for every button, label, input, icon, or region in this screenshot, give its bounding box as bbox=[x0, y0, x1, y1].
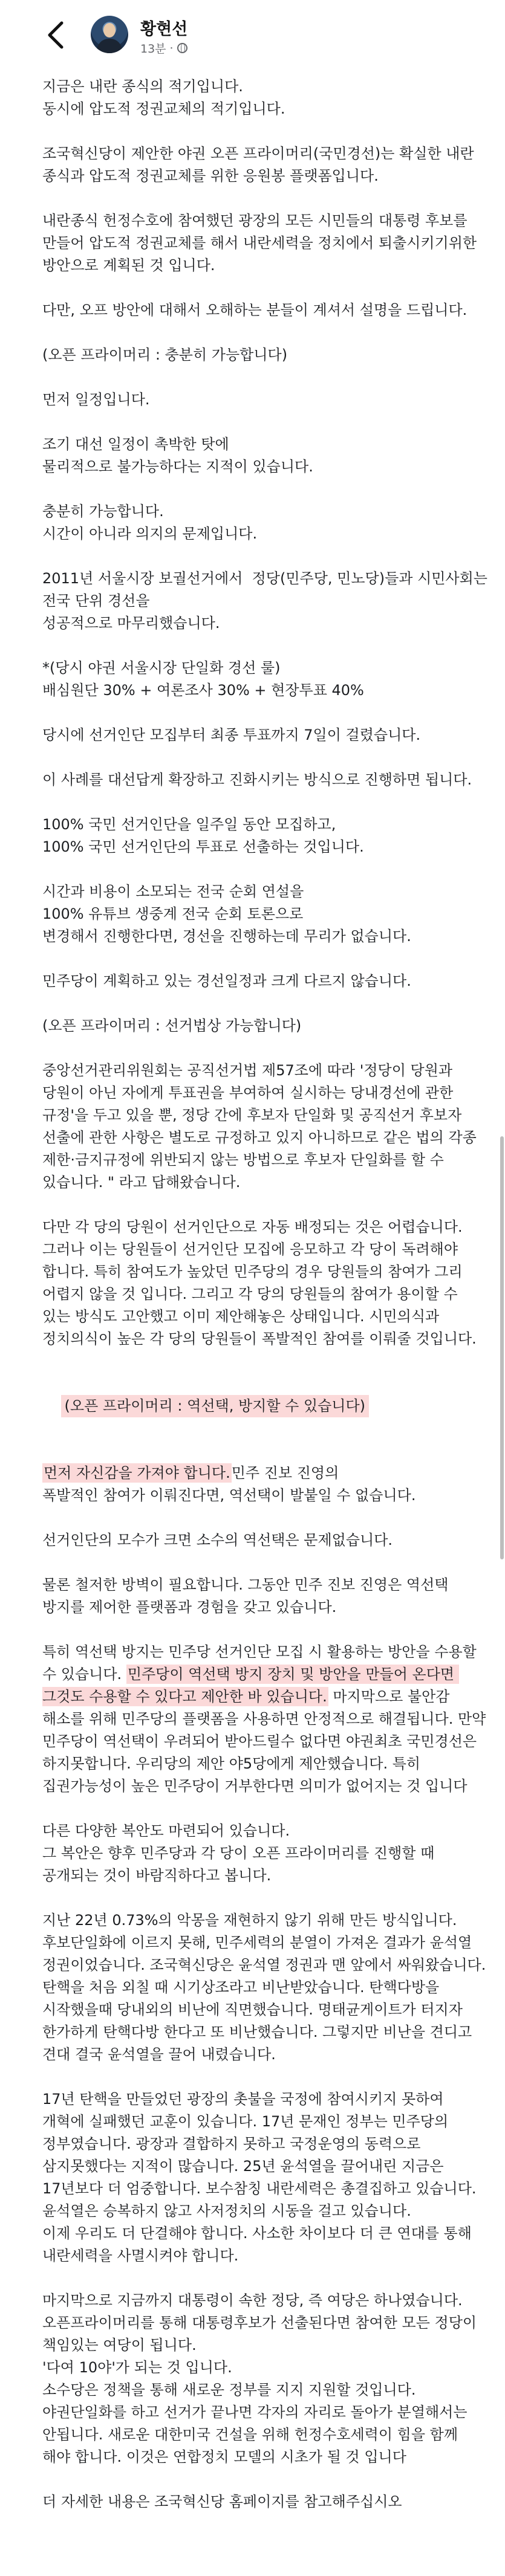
post-body bbox=[42, 76, 490, 2513]
paragraph: 17년 탄핵을 만들었던 광장의 촛불을 국정에 참여시키지 못하여 개혁에 실패했던 교훈이 있습니다. 17년 문재인 정부는 민주당의 정부였습니다. 광장과 결합하지 못하고 국정운영의 동력으로 삼지못했다는 지적이 많습니다. 25년 윤석열을 끌어내린 지금은 17년보다 더 엄중합니다. 보수참칭 내란세력은 총결집하고 있습니다. 윤석열은 승복하지 않고 사저정치의 시동을 걸고 있습니다. 이제 우리도 더 단결해야 합니다. 사소한 차이보다 더 큰 연대를 통해 내란세력을 사멸시켜야 합니다. bbox=[42, 2091, 477, 2264]
paragraph: 충분히 가능합니다. 시간이 아니라 의지의 문제입니다. bbox=[42, 503, 258, 542]
paragraph: 조국혁신당이 제안한 야권 오픈 프라이머리(국민경선)는 확실한 내란 종식과 압도적 정권교체를 위한 응원봉 플랫폼입니다. bbox=[42, 145, 479, 184]
paragraph-text: 특히 역선택 방지는 민주당 선거인단 모집 시 활용하는 방안을 수용할 수 있습니다. bbox=[42, 1643, 481, 1683]
post-meta bbox=[140, 40, 187, 56]
paragraph: 물론 철저한 방벽이 필요합니다. 그동안 민주 진보 진영은 역선택 방지를 제어한 플랫폼과 경험을 갖고 있습니다. bbox=[42, 1576, 454, 1616]
paragraph: 선거인단의 모수가 크면 소수의 역선택은 문제없습니다. bbox=[42, 1532, 393, 1549]
paragraph bbox=[42, 1641, 490, 1798]
author-name[interactable]: 황현선 bbox=[140, 20, 188, 39]
section-heading-highlighted bbox=[42, 1373, 490, 1440]
avatar-face bbox=[103, 23, 116, 37]
paragraph: 조기 대선 일정이 촉박한 탓에 물리적으로 불가능하다는 지적이 있습니다. bbox=[42, 436, 313, 475]
section-heading: (오픈 프라이머리 : 충분히 가능합니다) bbox=[42, 346, 288, 363]
paragraph-text: 민주 진보 진영의 폭발적인 참여가 이뤄진다면, 역선택이 발붙일 수 없습니다. bbox=[42, 1464, 416, 1504]
paragraph: 당시에 선거인단 모집부터 최종 투표까지 7일이 걸렸습니다. bbox=[42, 727, 421, 743]
back-button[interactable] bbox=[42, 18, 71, 52]
highlighted-heading: (오픈 프라이머리 : 역선택, 방지할 수 있습니다) bbox=[61, 1395, 370, 1417]
paragraph: 민주당이 계획하고 있는 경선일정과 크게 다르지 않습니다. bbox=[42, 972, 411, 989]
meta-separator: · bbox=[169, 41, 174, 55]
chevron-left-icon bbox=[42, 18, 71, 52]
paragraph: 지난 22년 0.73%의 악몽을 재현하지 않기 위해 만든 방식입니다. 후보단일화에 이르지 못해, 민주세력의 분열이 가져온 결과가 윤석열 정권이었습니다. 조국혁신당은 윤석열 정권과 맨 앞에서 싸워왔습니다. 탄핵을 처음 외칠 때 시기상조라고 비난받았습니다. 탄핵다방을 시작했을때 당내외의 비난에 직면했습니다. 명태균게이트가 터지자 한가하게 탄핵다방 한다고 또 비난했습니다. 그렇지만 비난을 견디고 견대 결국 윤석열을 끌어 내렸습니다. bbox=[42, 1912, 491, 2063]
paragraph: 다만, 오프 방안에 대해서 오해하는 분들이 계셔서 설명을 드립니다. bbox=[42, 302, 468, 319]
paragraph: 시간과 비용이 소모되는 전국 순회 연설을 100% 유튜브 생중계 전국 순회 토론으로 변경해서 진행한다면, 경선을 진행하는데 무리가 없습니다. bbox=[42, 883, 411, 945]
paragraph: 2011년 서울시장 보궐선거에서 정당(민주당, 민노당)들과 시민사회는 전국 단위 경선을 성공적으로 마무리했습니다. bbox=[42, 570, 487, 632]
paragraph: 다만 각 당의 당원이 선거인단으로 자동 배정되는 것은 어렵습니다. 그러나 이는 당원들이 선거인단 모집에 응모하고 각 당이 독려해야 합니다. 특히 참여도가 높았던 민주당의 경우 당원들의 참여가 그리 어렵지 않을 것 입니다. 그리고 각 당의 당원들의 참여가 용이할 수 있는 방식도 고안했고 이미 제안해놓은 상태입니다. 시민의식과 정치의식이 높은 각 당의 당원들이 폭발적인 참여를 이뤄줄 것입니다. bbox=[42, 1218, 477, 1347]
paragraph: 먼저 일정입니다. bbox=[42, 391, 150, 408]
paragraph: 지금은 내란 종식의 적기입니다. 동시에 압도적 정권교체의 적기입니다. bbox=[42, 78, 285, 117]
highlighted-text: 먼저 자신감을 가져야 합니다. bbox=[44, 1464, 230, 1481]
paragraph bbox=[42, 1462, 490, 1507]
paragraph: 이 사례를 대선답게 확장하고 진화시키는 방식으로 진행하면 됩니다. bbox=[42, 771, 472, 788]
paragraph: 내란종식 헌정수호에 참여했던 광장의 모든 시민들의 대통령 후보를 만들어 압도적 정권교체를 해서 내란세력을 정치에서 퇴출시키기위한 방안으로 계획된 것 입니다. bbox=[42, 212, 481, 274]
scrollbar[interactable] bbox=[500, 1136, 504, 1559]
post-header bbox=[0, 0, 505, 66]
paragraph: *(당시 야권 서울시장 단일화 경선 룰) 배심원단 30% + 여론조사 30% + 현장투표 40% bbox=[42, 659, 364, 699]
globe-icon bbox=[177, 43, 187, 53]
avatar-suit bbox=[97, 39, 122, 53]
paragraph-text: 마지막으로 불안감 해소를 위해 민주당의 플랫폼을 사용하면 안정적으로 해결됩니다. 만약 민주당이 역선택이 우려되어 받아드릴수 없다면 야권최초 국민경선은 하지못합니다. 우리당의 제안 야5당에게 제안했습니다. 특히 집권가능성이 높은 민주당이 거부한다면 의미가 없어지는 것 입니다 bbox=[42, 1688, 491, 1794]
avatar[interactable] bbox=[91, 16, 128, 53]
paragraph: 마지막으로 지금까지 대통령이 속한 정당, 즉 여당은 하나였습니다. 오픈프라이머리를 통해 대통령후보가 선출된다면 참여한 모든 정당이 책임있는 여당이 됩니다. '다여 10야'가 되는 것 입니다. 소수당은 정책을 통해 새로운 정부를 지지 지원할 것입니다. 야권단일화를 하고 선거가 끝나면 각자의 자리로 돌아가 분열해서는 안됩니다. 새로운 대한미국 건설을 위해 헌정수호세력이 힘을 함께 해야 합니다. 이것은 연합정치 모델의 시초가 될 것 입니다 bbox=[42, 2292, 477, 2465]
paragraph: 중앙선거관리위원회는 공직선거법 제57조에 따라 '정당이 당원과 당원이 아닌 자에게 투표권을 부여하여 실시하는 당내경선에 관한 규정'을 두고 있을 뿐, 정당 간에 후보자 단일화 및 공직선거 후보자 선출에 관한 사항은 별도로 규정하고 있지 아니하므로 같은 법의 각종 제한·금지규정에 위반되지 않는 방법으로 후보자 단일화를 할 수 있습니다. " 라고 답해왔습니다. bbox=[42, 1062, 481, 1191]
paragraph: 더 자세한 내용은 조국혁신당 홈페이지를 참고해주십시오 bbox=[42, 2493, 402, 2510]
highlighted-text: 민주당이 역선택 방지 장치 및 방안을 만들어 온다면 그것도 수용할 수 있다고 제안한 바 있습니다. bbox=[42, 1666, 459, 1705]
paragraph: 100% 국민 선거인단을 일주일 동안 모집하고, 100% 국민 선거인단의 투표로 선출하는 것입니다. bbox=[42, 816, 364, 855]
post-time[interactable]: 13분 bbox=[140, 42, 166, 56]
section-heading: (오픈 프라이머리 : 선거법상 가능합니다) bbox=[42, 1017, 302, 1034]
paragraph: 다른 다양한 복안도 마련되어 있습니다. 그 복안은 향후 민주당과 각 당이 오픈 프라이머리를 진행할 때 공개되는 것이 바람직하다고 봅니다. bbox=[42, 1822, 435, 1884]
